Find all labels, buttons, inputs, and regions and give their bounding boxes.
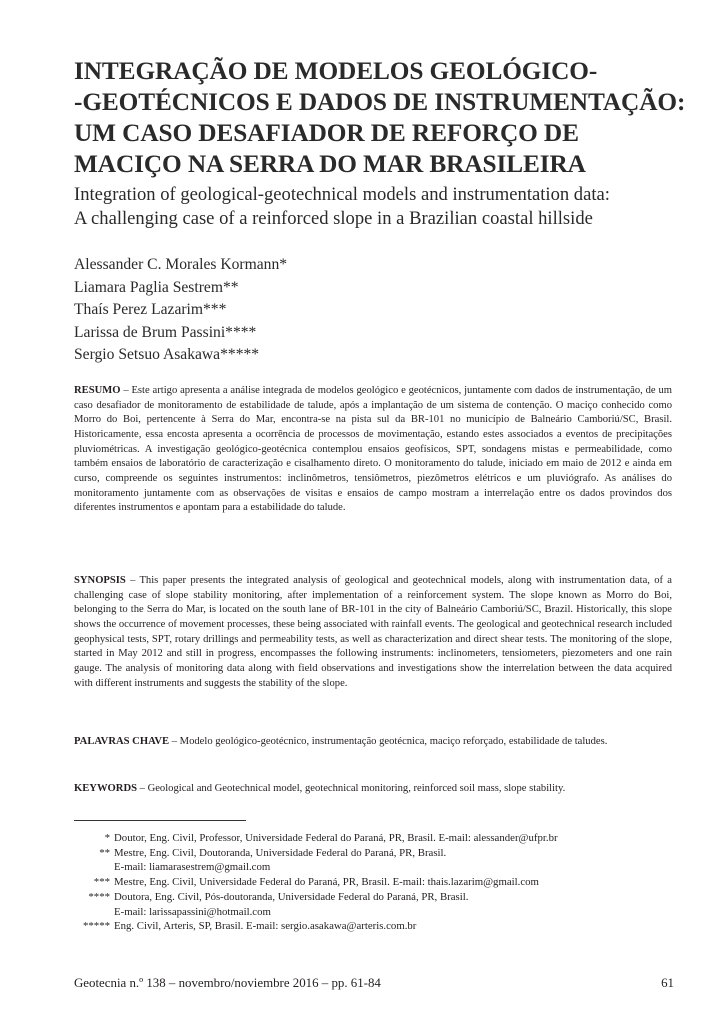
resumo-abstract	[74, 384, 672, 516]
keywords	[74, 782, 672, 797]
footnote-marker: **	[99, 846, 110, 859]
footnote-continuation	[74, 860, 674, 875]
title-line: UM CASO DESAFIADOR DE REFORÇO DE	[74, 119, 579, 147]
synopsis-text: – This paper presents the integrated analysis of geological and geotechnical models, along with instrumentation data, of a challenging case of slope stability monitoring, after implementation of a reinforcement system. The slope known as Morro do Boi, belonging to the Serra do Mar, is located on the south lane of BR-101 in the city of Balneário Camboriú/SC, Brazil. Historically, this slope shows the occurrence of movement processes, these being associated with rainfall events. The geological and geotechnical research included geophysical tests, SPT, rotary drillings and permeability tests, as well as characterization and direct shear tests. The monitoring of the slope, started in May 2012 and still in progress, encompasses the following instruments: inclinometers, tensiometers, piezometers and one rain gauge. The analysis of monitoring data along with field observations and investigations show the interrelation between the data acquired with different instruments and suggests the stability of the slope.	[74, 575, 672, 689]
author-name: Thaís Perez Lazarim***	[74, 301, 227, 319]
title-line: -GEOTÉCNICOS E DADOS DE INSTRUMENTAÇÃO:	[74, 88, 686, 116]
footnote-marker: *****	[83, 920, 110, 933]
resumo-label: RESUMO	[74, 385, 121, 396]
subtitle-line: A challenging case of a reinforced slope in a Brazilian coastal hillside	[74, 208, 593, 229]
palavras-chave-label: PALAVRAS CHAVE	[74, 736, 170, 747]
footnote-text: Mestre, Eng. Civil, Doutoranda, Universidade Federal do Paraná, PR, Brasil.	[114, 846, 447, 859]
author-list	[74, 254, 474, 367]
author-name: Liamara Paglia Sestrem**	[74, 278, 239, 296]
palavras-chave-text: – Modelo geológico-geotécnico, instrumentação geotécnica, maciço reforçado, estabilidade de taludes.	[169, 736, 608, 747]
palavras-chave	[74, 735, 672, 750]
english-title	[74, 183, 684, 231]
footnote	[74, 831, 674, 846]
journal-citation: Geotecnia n.º 138 – novembro/noviembre 2016 – pp. 61-84	[74, 976, 381, 990]
article-title	[74, 56, 686, 180]
footnote	[74, 875, 674, 890]
resumo-text: – Este artigo apresenta a análise integrada de modelos geológico e geotécnicos, juntamente com dados de instrumentação, de um caso desafiador de monitoramento de estabilidade de talude, após a implantação de um sistema de contenção. O maciço conhecido como Morro do Boi, pertencente à Serra do Mar, encontra-se na pista sul da BR-101 no município de Balneário Camboriú/SC, Brasil. Historicamente, essa encosta apresenta a ocorrência de processos de movimentação, estando estes associados a eventos de precipitações pluviométricas. A investigação geológico-geotécnica contemplou ensaios geofísicos, SPT, sondagens mistas e permeabilidade, como também ensaios de laboratório de caracterização e cisalhamento direto. O monitoramento do talude, iniciado em maio de 2012 e ainda em curso, compreende os seguintes instrumentos: inclinômetros, tensiômetros, piezômetros elétricos e um pluviógrafo. As análises do monitoramento juntamente com as observações de visitas e ensaios de campo mostram a interrelação entre os dados provindos dos diferentes instrumentos e apontam para a estabilidade do talude.	[74, 385, 672, 514]
footnote-text: Doutor, Eng. Civil, Professor, Universidade Federal do Paraná, PR, Brasil. E-mail: alessander@ufpr.br	[114, 832, 558, 844]
footnote-text: Mestre, Eng. Civil, Universidade Federal do Paraná, PR, Brasil. E-mail: thais.lazarim@gmail.com	[114, 876, 539, 889]
footnote	[74, 919, 674, 934]
author-name: Alessander C. Morales Kormann*	[74, 256, 288, 273]
keywords-label: KEYWORDS	[74, 783, 137, 794]
footnote-text: Eng. Civil, Arteris, SP, Brasil. E-mail: sergio.asakawa@arteris.com.br	[114, 920, 417, 933]
footnote	[74, 846, 674, 861]
synopsis-abstract	[74, 574, 672, 691]
footnote-continuation	[74, 905, 674, 920]
keywords-text: – Geological and Geotechnical model, geotechnical monitoring, reinforced soil mass, slope stability.	[136, 783, 566, 794]
footnote-marker: *	[104, 832, 110, 844]
footnote-divider	[74, 820, 246, 821]
footnotes	[74, 831, 674, 934]
title-line: INTEGRAÇÃO DE MODELOS GEOLÓGICO-	[74, 57, 598, 85]
page-number: 61	[661, 976, 674, 990]
footnote-text: E-mail: larissapassini@hotmail.com	[114, 905, 271, 918]
footnote-text: E-mail: liamarasestrem@gmail.com	[114, 861, 271, 874]
footnote-marker: ***	[93, 876, 110, 889]
subtitle-line: Integration of geological-geotechnical models and instrumentation data:	[74, 184, 610, 205]
synopsis-label: SYNOPSIS	[74, 575, 126, 586]
footnote-marker: ****	[88, 890, 110, 903]
title-line: MACIÇO NA SERRA DO MAR BRASILEIRA	[74, 150, 586, 178]
author-name: Larissa de Brum Passini****	[74, 323, 257, 341]
footnote-text: Doutora, Eng. Civil, Pós-doutoranda, Universidade Federal do Paraná, PR, Brasil.	[114, 890, 469, 903]
author-name: Sergio Setsuo Asakawa*****	[74, 346, 260, 364]
footnote	[74, 890, 674, 905]
